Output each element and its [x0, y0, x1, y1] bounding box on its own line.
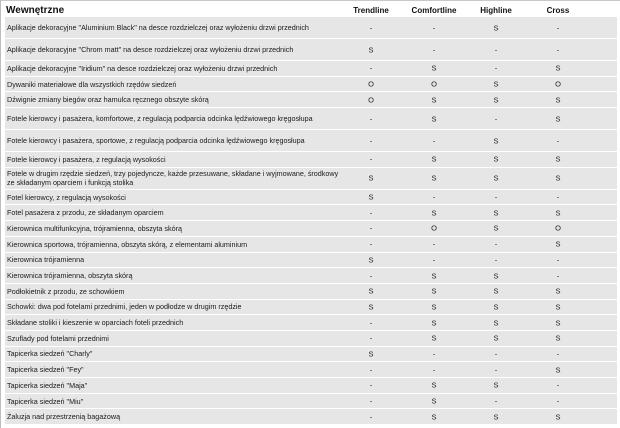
- feature-label: Tapicerka siedzeń "Maja": [7, 380, 88, 390]
- value-highline: S: [493, 136, 499, 146]
- value-comfortline: S: [431, 380, 437, 390]
- feature-label: Kierownica sportowa, trójramienna, obszyta skórą, z elementami aluminium: [7, 239, 248, 249]
- value-highline: -: [494, 114, 498, 124]
- table-row: [5, 331, 617, 347]
- value-highline: -: [494, 63, 498, 73]
- value-comfortline: -: [432, 45, 436, 54]
- value-trendline: -: [369, 271, 373, 281]
- value-trendline: -: [369, 396, 373, 406]
- table-row: [5, 130, 617, 152]
- feature-label: Aplikacje dekoracyjne "Chrom matt" na desce rozdzielczej oraz wyłożeniu drzwi przednich: [7, 45, 294, 54]
- value-cross: -: [556, 45, 560, 54]
- feature-label: Fotele kierowcy i pasażera, sportowe, z regulacją podparcia odcinka lędźwiowego kręgosłupa: [7, 136, 305, 146]
- value-highline: S: [493, 412, 499, 422]
- column-header-trendline: Trendline: [353, 6, 389, 15]
- value-comfortline: S: [431, 63, 437, 73]
- value-comfortline: S: [431, 318, 437, 328]
- value-highline: S: [493, 380, 499, 390]
- value-comfortline: -: [432, 239, 436, 249]
- value-highline: S: [493, 286, 499, 296]
- feature-label: Dywaniki materiałowe dla wszystkich rzędów siedzeń: [7, 79, 177, 89]
- value-highline: -: [494, 45, 498, 54]
- value-cross: -: [556, 380, 560, 390]
- value-trendline: S: [368, 286, 374, 296]
- feature-label: Szuflady pod fotelami przednimi: [7, 333, 109, 343]
- value-cross: -: [556, 396, 560, 406]
- value-highline: -: [494, 239, 498, 249]
- value-cross: S: [555, 412, 561, 422]
- feature-label: Aplikacje dekoracyjne "Iridium" na desce rozdzielczej oraz wyłożeniu drzwi przednich: [7, 63, 278, 73]
- table-row: [5, 268, 617, 284]
- table-row: [5, 39, 617, 61]
- value-trendline: -: [369, 63, 373, 73]
- value-highline: -: [494, 192, 498, 202]
- table-row: [5, 61, 617, 77]
- feature-label: Składane stoliki i kieszenie w oparciach foteli przednich: [7, 318, 184, 328]
- value-highline: -: [494, 365, 498, 375]
- value-trendline: -: [369, 365, 373, 375]
- value-cross: -: [556, 192, 560, 202]
- value-cross: O: [555, 223, 561, 233]
- value-trendline: O: [368, 95, 374, 105]
- value-cross: -: [556, 255, 560, 265]
- table-row: [5, 205, 617, 221]
- value-trendline: -: [369, 318, 373, 328]
- value-trendline: -: [369, 136, 373, 146]
- table-row: [5, 237, 617, 253]
- value-trendline: O: [368, 79, 374, 89]
- value-comfortline: O: [431, 223, 437, 233]
- value-trendline: -: [369, 412, 373, 422]
- value-cross: S: [555, 208, 561, 218]
- feature-label: Kierownica multifunkcyjna, trójramienna, obszyta skórą: [7, 223, 182, 233]
- value-highline: S: [493, 271, 499, 281]
- value-highline: S: [493, 23, 499, 32]
- value-trendline: S: [368, 349, 374, 359]
- value-comfortline: -: [432, 23, 436, 32]
- feature-label: Fotele kierowcy i pasażera, z regulacją wysokości: [7, 154, 166, 164]
- table-row: [5, 221, 617, 237]
- table-row: [5, 394, 617, 410]
- value-trendline: -: [369, 23, 373, 32]
- feature-label: Fotel pasażera z przodu, ze składanym oparciem: [7, 208, 164, 218]
- value-comfortline: -: [432, 349, 436, 359]
- value-cross: S: [555, 333, 561, 343]
- value-highline: -: [494, 349, 498, 359]
- value-highline: -: [494, 396, 498, 406]
- value-highline: S: [493, 208, 499, 218]
- table-row: [5, 362, 617, 378]
- feature-label: Żaluzja nad przestrzenią bagażową: [7, 412, 121, 422]
- table-row: [5, 284, 617, 300]
- table-row: [5, 152, 617, 168]
- value-trendline: S: [368, 173, 374, 183]
- value-comfortline: S: [431, 286, 437, 296]
- value-comfortline: -: [432, 365, 436, 375]
- value-highline: S: [493, 95, 499, 105]
- column-header-cross: Cross: [546, 6, 570, 15]
- table-row: [5, 108, 617, 130]
- feature-label: Kierownica trójramienna: [7, 255, 85, 265]
- value-highline: S: [493, 154, 499, 164]
- value-cross: -: [556, 271, 560, 281]
- value-cross: S: [555, 154, 561, 164]
- table-row: [5, 378, 617, 394]
- value-cross: -: [556, 136, 560, 146]
- table-row: [5, 92, 617, 108]
- feature-label: Fotel kierowcy, z regulacją wysokości: [7, 192, 126, 202]
- feature-label: Fotele kierowcy i pasażera, komfortowe, z regulacją podparcia odcinka lędźwiowego kręgosłupa: [7, 114, 313, 124]
- feature-label: Tapicerka siedzeń "Charly": [7, 349, 93, 359]
- value-cross: S: [555, 114, 561, 124]
- value-comfortline: S: [431, 412, 437, 422]
- value-highline: S: [493, 333, 499, 343]
- value-comfortline: S: [431, 302, 437, 312]
- table-row: [5, 347, 617, 363]
- value-comfortline: S: [431, 271, 437, 281]
- value-comfortline: -: [432, 136, 436, 146]
- value-cross: S: [555, 286, 561, 296]
- value-trendline: S: [368, 192, 374, 202]
- table-row: [5, 168, 617, 190]
- value-trendline: -: [369, 333, 373, 343]
- features-table: [5, 17, 617, 425]
- value-cross: S: [555, 302, 561, 312]
- value-cross: -: [556, 349, 560, 359]
- column-header-comfortline: Comfortline: [411, 6, 457, 15]
- value-cross: S: [555, 239, 561, 249]
- value-highline: S: [493, 318, 499, 328]
- feature-label: Tapicerka siedzeń "Miu": [7, 396, 84, 406]
- value-trendline: -: [369, 239, 373, 249]
- value-trendline: -: [369, 223, 373, 233]
- value-comfortline: S: [431, 114, 437, 124]
- section-title: Wewnętrzne: [6, 5, 65, 16]
- feature-label: Podłokietnik z przodu, ze schowkiem: [7, 286, 125, 296]
- value-trendline: -: [369, 380, 373, 390]
- column-header-highline: Highline: [480, 6, 512, 15]
- value-comfortline: S: [431, 173, 437, 183]
- value-highline: S: [493, 223, 499, 233]
- table-row: [5, 253, 617, 269]
- value-trendline: -: [369, 154, 373, 164]
- value-comfortline: S: [431, 95, 437, 105]
- value-trendline: -: [369, 208, 373, 218]
- value-comfortline: S: [431, 396, 437, 406]
- feature-label: Kierownica trójramienna, obszyta skórą: [7, 271, 133, 281]
- value-highline: S: [493, 79, 499, 89]
- feature-label: Tapicerka siedzeń "Fey": [7, 365, 84, 375]
- value-cross: S: [555, 95, 561, 105]
- feature-label: Dźwignie zmiany biegów oraz hamulca ręcznego obszyte skórą: [7, 95, 209, 105]
- feature-label: Aplikacje dekoracyjne "Aluminium Black" na desce rozdzielczej oraz wyłożeniu drzwi przednich: [7, 23, 309, 32]
- value-comfortline: S: [431, 154, 437, 164]
- value-comfortline: S: [431, 333, 437, 343]
- value-trendline: S: [368, 302, 374, 312]
- value-cross: -: [556, 23, 560, 32]
- value-cross: S: [555, 173, 561, 183]
- value-comfortline: O: [431, 79, 437, 89]
- table-row: [5, 77, 617, 93]
- value-highline: S: [493, 173, 499, 183]
- value-comfortline: -: [432, 192, 436, 202]
- value-trendline: -: [369, 114, 373, 124]
- value-cross: O: [555, 79, 561, 89]
- feature-label: Schowki: dwa pod fotelami przednimi, jeden w podłodze w drugim rzędzie: [7, 302, 242, 312]
- table-row: [5, 315, 617, 331]
- value-cross: S: [555, 365, 561, 375]
- value-trendline: S: [368, 45, 374, 54]
- table-row: [5, 17, 617, 39]
- value-comfortline: -: [432, 255, 436, 265]
- value-comfortline: S: [431, 208, 437, 218]
- value-trendline: S: [368, 255, 374, 265]
- value-highline: -: [494, 255, 498, 265]
- value-cross: S: [555, 63, 561, 73]
- value-highline: S: [493, 302, 499, 312]
- value-cross: S: [555, 318, 561, 328]
- table-row: [5, 300, 617, 316]
- feature-label: Fotele w drugim rzędzie siedzeń, trzy pojedyncze, każde przesuwane, składane i wyjmowane, środkowy ze składanym oparciem i funkcją stolika: [7, 169, 339, 188]
- table-row: [5, 409, 617, 425]
- table-row: [5, 190, 617, 206]
- left-border: [0, 0, 1, 428]
